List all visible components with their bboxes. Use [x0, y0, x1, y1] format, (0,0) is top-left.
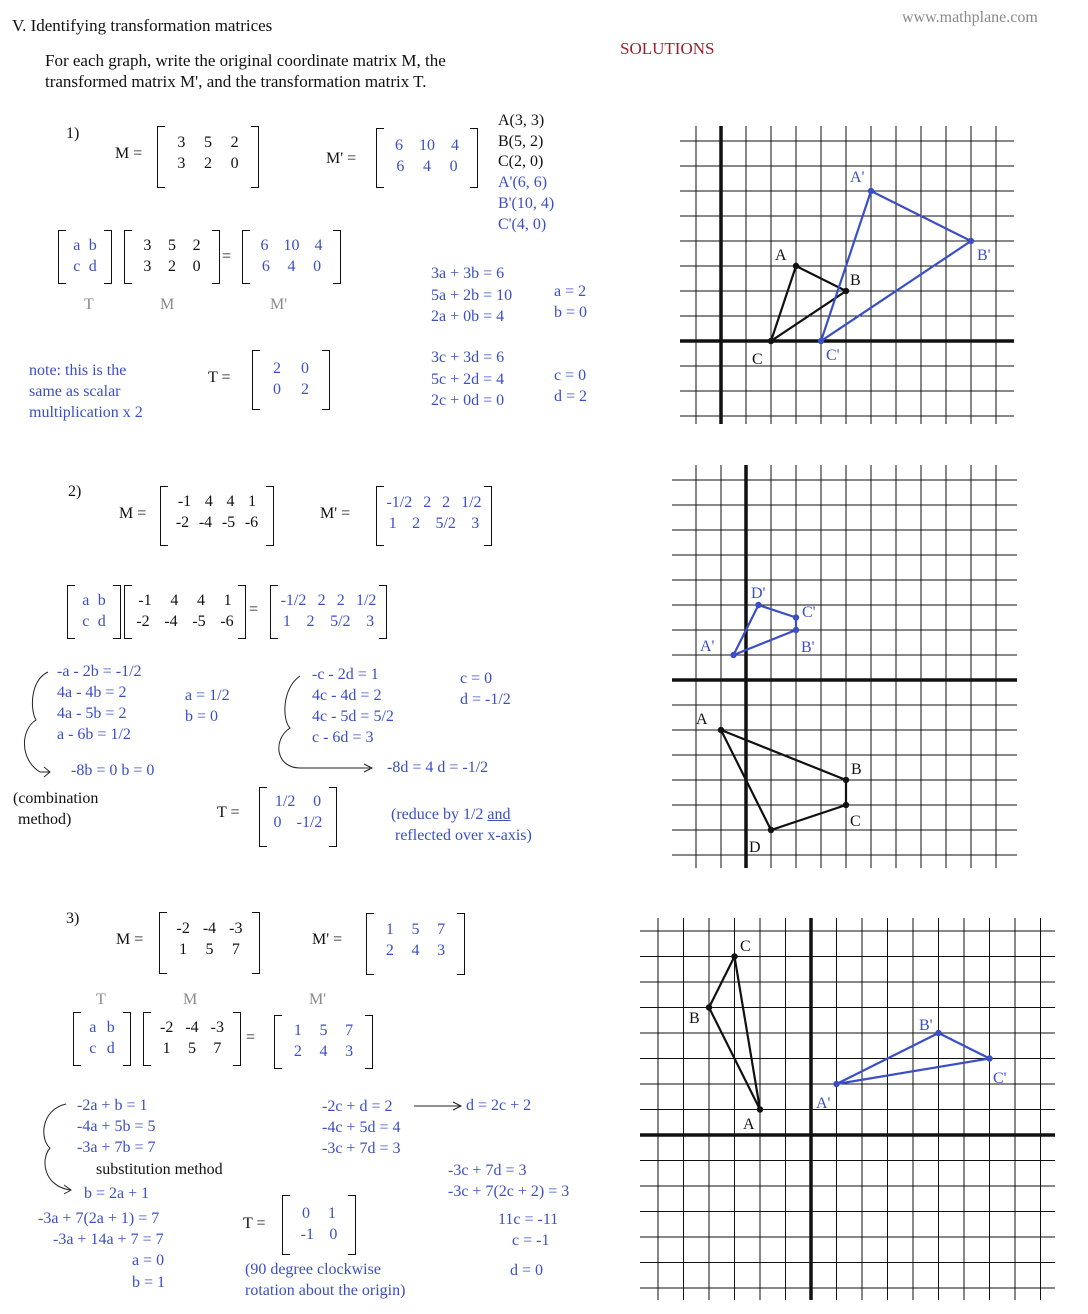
g2-quad-ABCD-prime: [734, 605, 797, 655]
p2-eq-a3: 4a - 5b = 2: [57, 705, 127, 722]
p3-eq-a2: -4a + 5b = 5: [77, 1118, 156, 1135]
g2-quad-ABCD-prime-vertex: [793, 627, 799, 633]
p2-sol-a: a = 1/2: [185, 687, 230, 704]
p3-matrix-M-product: -2 -4 -3 1 5 7: [143, 1012, 241, 1066]
p2-matrix-Mprime-product: -1/2 2 2 1/2 1 2 5/2 3: [270, 585, 387, 639]
p3-matrix-Mprime: 1 5 7 2 4 3: [366, 913, 465, 975]
p1-eq-c3: 2c + 0d = 0: [431, 392, 505, 409]
p2-matrix-M-product: -1 4 4 1 -2 -4 -5 -6: [124, 585, 246, 639]
p1-eq-a2: 5a + 2b = 10: [431, 287, 513, 304]
p3-matrix-T: 0 1 -1 0: [282, 1195, 356, 1255]
g3-triangle-ABC-vertex: [731, 953, 737, 959]
p1-sol-a: a = 2: [554, 283, 587, 300]
p2-comb-d: -8d = 4 d = -1/2: [387, 759, 489, 776]
p3-sub-3: -3a + 14a + 7 = 7: [53, 1231, 164, 1248]
g2-label-B: B: [851, 761, 862, 778]
p3-sub-4: a = 0: [132, 1252, 165, 1269]
p3-sub2-4: c = -1: [512, 1232, 550, 1249]
p3-d-result: d = 2c + 2: [466, 1097, 532, 1114]
g2-quad-ABCD-prime-vertex: [730, 652, 736, 658]
p1-Mprime-label: M' =: [326, 150, 357, 167]
p3-eq-a1: -2a + b = 1: [77, 1097, 148, 1114]
p3-equals: =: [246, 1029, 256, 1046]
p1-matrix-M-product: 3 5 2 3 2 0: [124, 230, 220, 284]
p2-eq-c4: c - 6d = 3: [312, 729, 374, 746]
p3-sub-1: b = 2a + 1: [84, 1185, 150, 1202]
p3-sub-2: -3a + 7(2a + 1) = 7: [38, 1210, 160, 1227]
g2-quad-ABCD-vertex: [843, 777, 849, 783]
p1-eq-a1: 3a + 3b = 6: [431, 265, 505, 282]
p2-eq-a1: -a - 2b = -1/2: [57, 663, 142, 680]
page-title: V. Identifying transformation matrices: [12, 16, 273, 35]
g1-label-C-prime: C': [826, 347, 840, 364]
g1-triangle-ABC-prime-vertex: [868, 188, 874, 194]
g3-label-C-prime: C': [993, 1070, 1007, 1087]
p2-comb-b: -8b = 0 b = 0: [71, 762, 155, 779]
g1-triangle-ABC-prime: [821, 191, 971, 341]
p2-M-label: M =: [119, 505, 147, 522]
p3-sub2-3: 11c = -11: [498, 1211, 559, 1228]
p2-equals: =: [249, 601, 259, 618]
p2-note-1: (reduce by 1/2 and: [391, 806, 511, 823]
problem-1-number: 1): [66, 125, 80, 142]
g3-triangle-ABC-vertex: [757, 1106, 763, 1112]
p2-eq-c2: 4c - 4d = 2: [312, 687, 382, 704]
g3-label-A: A: [743, 1116, 755, 1133]
p3-label-M: M: [183, 991, 198, 1008]
p1-note-1: note: this is the: [29, 362, 127, 379]
p2-Mprime-label: M' =: [320, 505, 351, 522]
g1-label-B: B: [850, 272, 861, 289]
p3-T-label: T =: [243, 1215, 266, 1232]
p1-sol-d: d = 2: [554, 388, 588, 405]
g1-triangle-ABC-prime-vertex: [968, 238, 974, 244]
p3-label-T: T: [96, 991, 106, 1008]
g2-label-D: D: [749, 839, 761, 856]
g1-label-C: C: [752, 351, 763, 368]
p3-method: substitution method: [96, 1161, 223, 1178]
g3-triangle-ABC-prime-vertex: [935, 1030, 941, 1036]
p3-eq-a3: -3a + 7b = 7: [77, 1139, 156, 1156]
g2-label-D-prime: D': [751, 585, 766, 602]
p2-sol-c: c = 0: [460, 670, 493, 687]
p3-brace-arrow: [44, 1104, 70, 1190]
p1-M-label: M =: [115, 145, 143, 162]
p3-M-label: M =: [116, 931, 144, 948]
g1-label-B-prime: B': [977, 247, 991, 264]
g3-label-B-prime: B': [919, 1017, 933, 1034]
g2-label-C: C: [850, 813, 861, 830]
g2-label-B-prime: B': [801, 639, 815, 656]
p1-eq-c2: 5c + 2d = 4: [431, 371, 505, 388]
p1-T-label: T =: [208, 369, 231, 386]
problem-2-number: 2): [68, 483, 82, 500]
g3-label-C: C: [740, 938, 751, 955]
g2-quad-ABCD: [721, 730, 846, 830]
p2-method-1: (combination: [13, 790, 99, 807]
p1-note-2: same as scalar: [29, 383, 121, 400]
g2-quad-ABCD-prime-vertex: [793, 614, 799, 620]
g3-label-B: B: [689, 1010, 700, 1027]
g1-triangle-ABC-prime-vertex: [818, 338, 824, 344]
p3-eq-c1: -2c + d = 2: [322, 1098, 393, 1115]
p2-sol-b: b = 0: [185, 708, 219, 725]
p2-eq-a2: 4a - 4b = 2: [57, 684, 127, 701]
instructions-line-1: For each graph, write the original coordinate matrix M, the: [45, 51, 446, 70]
g2-quad-ABCD-vertex: [718, 727, 724, 733]
p3-sub2-2: -3c + 7(2c + 2) = 3: [448, 1183, 570, 1200]
g1-triangle-ABC-vertex: [793, 263, 799, 269]
g1-label-A-prime: A': [850, 169, 865, 186]
solutions-label: SOLUTIONS: [620, 39, 715, 58]
p2-matrix-M: -1 4 4 1 -2 -4 -5 -6: [160, 486, 274, 546]
p2-sol-d: d = -1/2: [460, 691, 511, 708]
g3-triangle-ABC-prime-vertex: [833, 1081, 839, 1087]
p2-matrix-T: 1/2 0 0 -1/2: [259, 787, 337, 847]
p3-sub-5: b = 1: [132, 1274, 166, 1291]
p1-matrix-M: 3 5 2 3 2 0: [157, 126, 259, 188]
p1-matrix-abcd: a b c d: [58, 230, 112, 284]
g3-triangle-ABC: [709, 957, 760, 1110]
g3-triangle-ABC-prime: [837, 1033, 990, 1084]
p2-method-2: method): [18, 811, 72, 828]
p3-note-2: rotation about the origin): [245, 1282, 406, 1299]
p3-matrix-M: -2 -4 -3 1 5 7: [159, 912, 260, 974]
problem-3-number: 3): [66, 910, 80, 927]
p3-matrix-abcd: a b c d: [73, 1012, 131, 1066]
p1-label-Mprime: M': [270, 296, 288, 313]
g2-quad-ABCD-prime-vertex: [755, 602, 761, 608]
g2-quad-ABCD-vertex: [768, 827, 774, 833]
g1-triangle-ABC: [771, 266, 846, 341]
g1-triangle-ABC-vertex: [843, 288, 849, 294]
g2-quad-ABCD-vertex: [843, 802, 849, 808]
p2-eq-c1: -c - 2d = 1: [312, 666, 379, 683]
p1-label-T: T: [84, 296, 94, 313]
p3-eq-c3: -3c + 7d = 3: [322, 1140, 401, 1157]
g3-triangle-ABC-prime-vertex: [986, 1055, 992, 1061]
g2-label-A: A: [696, 711, 708, 728]
p1-matrix-Mprime-product: 6 10 4 6 4 0: [242, 230, 341, 284]
p1-label-M: M: [160, 296, 175, 313]
p2-T-label: T =: [217, 804, 240, 821]
p3-matrix-Mprime-product: 1 5 7 2 4 3: [274, 1015, 373, 1069]
site-url: www.mathplane.com: [902, 9, 1038, 26]
g1-triangle-ABC-vertex: [768, 338, 774, 344]
p1-sol-b: b = 0: [554, 304, 588, 321]
p2-matrix-Mprime: -1/2 2 2 1/2 1 2 5/2 3: [376, 486, 492, 546]
p1-matrix-T: 2 0 0 2: [252, 350, 330, 410]
p2-matrix-abcd: a b c d: [67, 585, 121, 639]
instructions-line-2: transformed matrix M', and the transformation matrix T.: [45, 72, 427, 91]
g2-label-C-prime: C': [802, 604, 816, 621]
g2-label-A-prime: A': [700, 638, 715, 655]
p1-eq-a3: 2a + 0b = 4: [431, 308, 505, 325]
p3-eq-c2: -4c + 5d = 4: [322, 1119, 401, 1136]
p2-eq-a4: a - 6b = 1/2: [57, 726, 131, 743]
p3-sub2-1: -3c + 7d = 3: [448, 1162, 527, 1179]
p1-note-3: multiplication x 2: [29, 404, 143, 421]
p1-eq-c1: 3c + 3d = 6: [431, 349, 505, 366]
p3-label-Mprime: M': [309, 991, 327, 1008]
p3-Mprime-label: M' =: [312, 931, 343, 948]
p3-sub2-5: d = 0: [510, 1262, 544, 1279]
p1-matrix-Mprime: 6 10 4 6 4 0: [376, 128, 478, 188]
g3-triangle-ABC-vertex: [706, 1004, 712, 1010]
p1-sol-c: c = 0: [554, 367, 587, 384]
g3-label-A-prime: A': [816, 1095, 831, 1112]
p2-brace-arrow-left: [24, 672, 50, 772]
p3-note-1: (90 degree clockwise: [245, 1261, 381, 1278]
p2-eq-c3: 4c - 5d = 5/2: [312, 708, 394, 725]
p2-note-2: reflected over x-axis): [395, 827, 532, 844]
g1-label-A: A: [775, 247, 787, 264]
p1-equals: =: [222, 248, 232, 265]
